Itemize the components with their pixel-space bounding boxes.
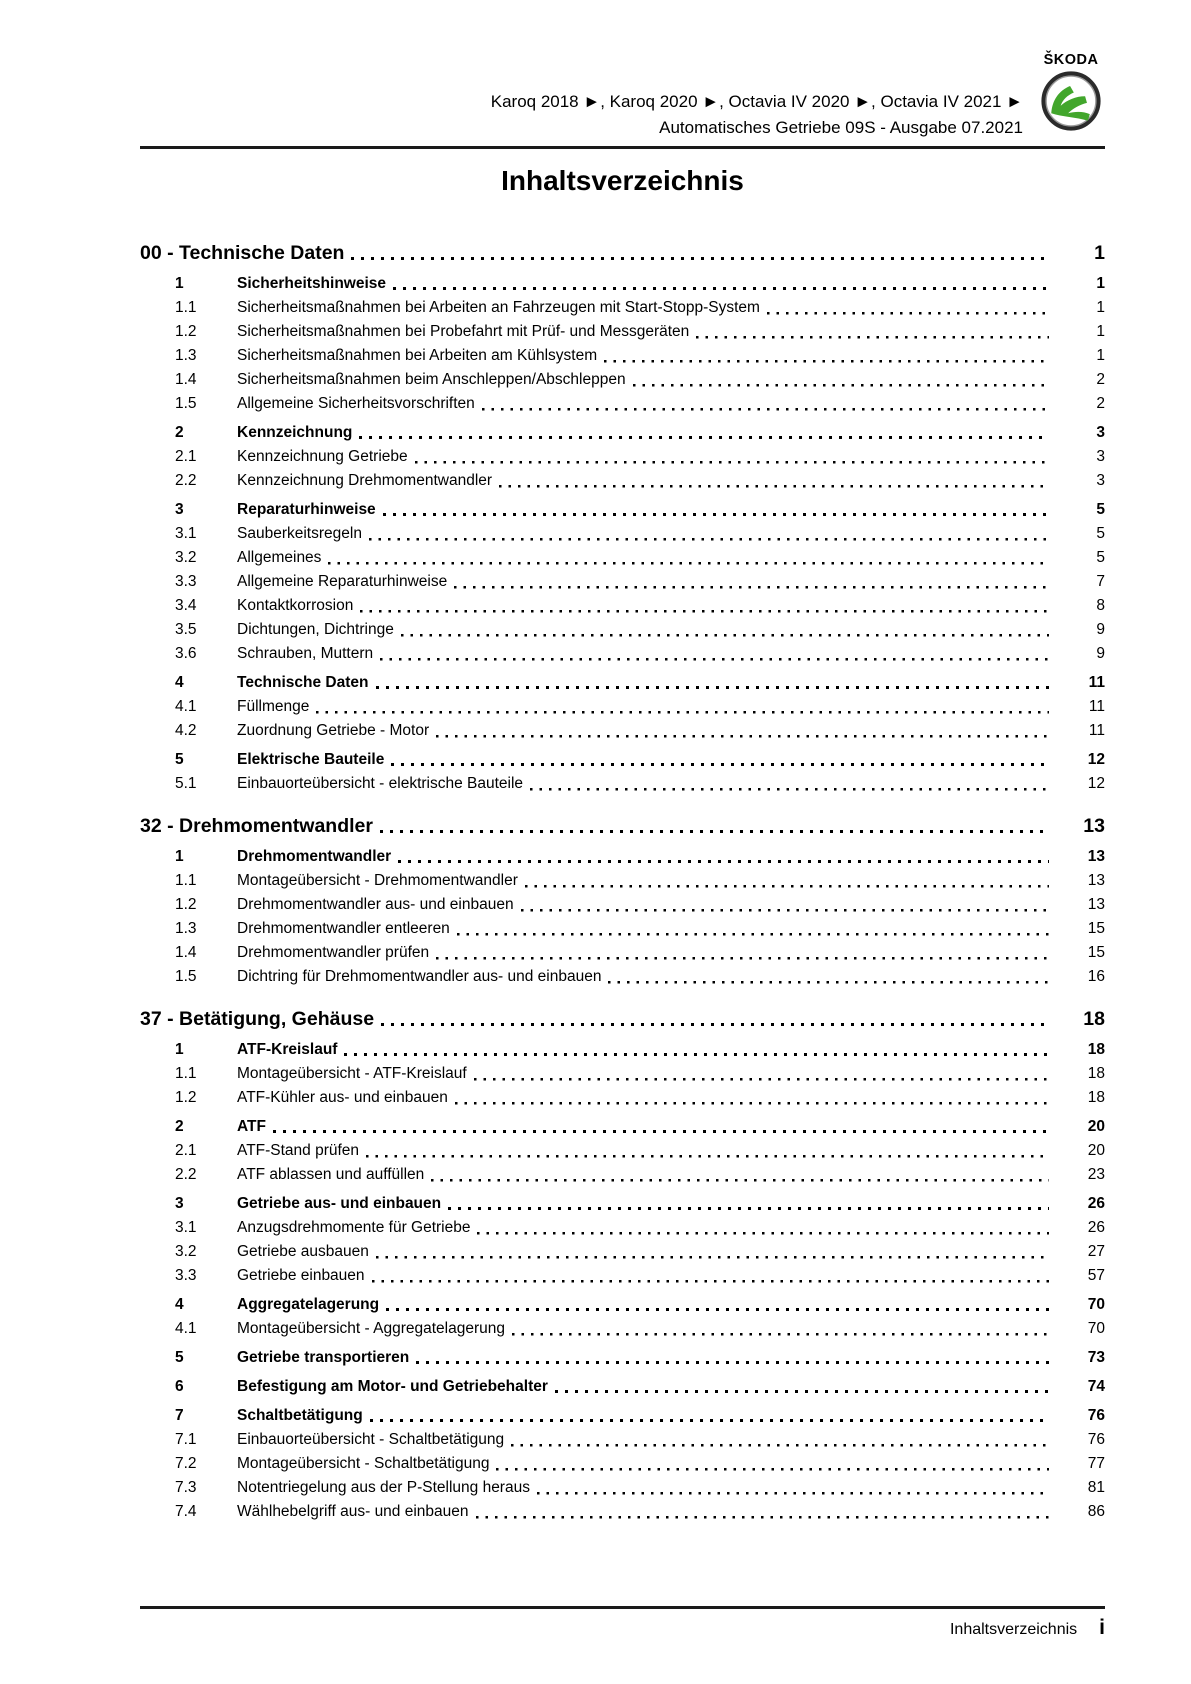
dot-leader	[448, 1192, 1049, 1216]
toc-section	[140, 239, 1105, 796]
toc-entry-row	[140, 1346, 1105, 1370]
entry-number: 1.2	[175, 896, 197, 913]
toc-entry-row	[140, 772, 1105, 796]
entry-page-number: 12	[1087, 775, 1105, 792]
entry-page-number: 11	[1088, 722, 1105, 739]
toc-entry-row	[140, 1139, 1105, 1163]
entry-number: 3.3	[175, 573, 197, 590]
entry-page-number: 2	[1096, 395, 1105, 412]
toc-entry-row	[140, 1264, 1105, 1288]
entry-page-number: 5	[1096, 525, 1105, 542]
toc-entry-row	[140, 965, 1105, 989]
header-rule	[140, 146, 1105, 149]
entry-number: 2.1	[175, 1142, 197, 1159]
dot-leader	[401, 618, 1049, 642]
dot-leader	[360, 594, 1049, 618]
dot-leader	[474, 1062, 1049, 1086]
entry-title: Montageübersicht - ATF-Kreislauf	[237, 1065, 467, 1082]
chapter-heading-row	[140, 1005, 1105, 1033]
entry-title: Kennzeichnung Drehmomentwandler	[237, 472, 493, 489]
footer-label: Inhaltsverzeichnis	[949, 1621, 1078, 1638]
entry-title: Getriebe ausbauen	[237, 1243, 369, 1260]
entry-number: 7.3	[175, 1479, 197, 1496]
dot-leader	[496, 1452, 1049, 1476]
entry-page-number: 3	[1096, 448, 1105, 465]
entry-page-number: 11	[1088, 698, 1105, 715]
toc-entry-row	[140, 1115, 1105, 1139]
toc-entry-row	[140, 522, 1105, 546]
entry-page-number: 16	[1087, 968, 1105, 985]
chapter-heading-row	[140, 812, 1105, 840]
dot-leader	[696, 320, 1049, 344]
entry-title: ATF ablassen und auffüllen	[237, 1166, 425, 1183]
dot-leader	[380, 812, 1049, 840]
entry-number: 2	[175, 1118, 184, 1135]
dot-leader	[521, 893, 1049, 917]
entry-number: 4	[175, 1296, 184, 1313]
dot-leader	[366, 1139, 1049, 1163]
entry-title: Wählhebelgriff aus- und einbauen	[237, 1503, 469, 1520]
entry-title: Drehmomentwandler aus- und einbauen	[237, 896, 514, 913]
dot-leader	[525, 869, 1049, 893]
entry-page-number: 1	[1096, 347, 1105, 364]
dot-leader	[633, 368, 1049, 392]
entry-title: Schaltbetätigung	[237, 1407, 363, 1424]
dot-leader	[454, 570, 1049, 594]
entry-page-number: 3	[1096, 424, 1105, 441]
entry-number: 3	[175, 501, 184, 518]
entry-title: Einbauorteübersicht - Schaltbetätigung	[237, 1431, 505, 1448]
entry-title: Sicherheitsmaßnahmen bei Arbeiten am Kühlsystem	[237, 347, 598, 364]
entry-number: 1.1	[175, 299, 197, 316]
entry-page-number: 18	[1087, 1065, 1105, 1082]
entry-title: Getriebe einbauen	[237, 1267, 365, 1284]
entry-page-number: 70	[1087, 1320, 1105, 1337]
entry-number: 3	[175, 1195, 184, 1212]
dot-leader	[369, 522, 1049, 546]
toc-entry-row	[140, 1240, 1105, 1264]
entry-page-number: 76	[1087, 1431, 1105, 1448]
chapter-title: 00 - Technische Daten	[140, 242, 345, 264]
toc-entry-row	[140, 498, 1105, 522]
entry-number: 1.3	[175, 920, 197, 937]
toc-entry-row	[140, 893, 1105, 917]
dot-leader	[431, 1163, 1049, 1187]
entry-number: 1.1	[175, 1065, 197, 1082]
entry-number: 1.2	[175, 323, 197, 340]
entry-page-number: 15	[1087, 920, 1105, 937]
entry-page-number: 2	[1096, 371, 1105, 388]
entry-title: Dichtring für Drehmomentwandler aus- und einbauen	[237, 968, 602, 985]
dot-leader	[455, 1086, 1049, 1110]
entry-page-number: 26	[1087, 1195, 1105, 1212]
entry-title: Sicherheitsmaßnahmen bei Probefahrt mit Prüf- und Messgeräten	[237, 323, 690, 340]
dot-leader	[767, 296, 1049, 320]
toc-entry-row	[140, 618, 1105, 642]
dot-leader	[372, 1264, 1049, 1288]
entry-page-number: 1	[1096, 299, 1105, 316]
skoda-logo	[1037, 52, 1105, 137]
dot-leader	[604, 344, 1049, 368]
entry-page-number: 9	[1096, 645, 1105, 662]
header-models-line: Karoq 2018 ►, Karoq 2020 ►, Octavia IV 2020 ►, Octavia IV 2021 ►	[490, 92, 1023, 111]
entry-number: 3.1	[175, 1219, 197, 1236]
entry-page-number: 18	[1087, 1041, 1105, 1058]
entry-number: 1.5	[175, 968, 197, 985]
entry-title: ATF	[237, 1118, 266, 1135]
toc-entry-row	[140, 344, 1105, 368]
entry-title: ATF-Stand prüfen	[237, 1142, 360, 1159]
dot-leader	[511, 1428, 1049, 1452]
entry-title: Reparaturhinweise	[237, 501, 376, 518]
entry-title: Sauberkeitsregeln	[237, 525, 362, 542]
skoda-wordmark: ŠKODA	[1043, 52, 1099, 68]
entry-title: Anzugsdrehmomente für Getriebe	[237, 1219, 471, 1236]
dot-leader	[415, 445, 1049, 469]
entry-title: Montageübersicht - Aggregatelagerung	[237, 1320, 505, 1337]
dot-leader	[380, 642, 1049, 666]
entry-page-number: 15	[1087, 944, 1105, 961]
toc-entry-row	[140, 642, 1105, 666]
toc-entry-row	[140, 368, 1105, 392]
chapter-page-number: 13	[1083, 815, 1105, 837]
entry-page-number: 13	[1087, 872, 1105, 889]
dot-leader	[477, 1216, 1049, 1240]
entry-page-number: 1	[1096, 275, 1105, 292]
entry-title: Sicherheitshinweise	[237, 275, 387, 292]
dot-leader	[386, 1293, 1049, 1317]
entry-page-number: 13	[1087, 896, 1105, 913]
entry-number: 1	[175, 848, 184, 865]
entry-page-number: 74	[1087, 1378, 1105, 1395]
entry-number: 2.1	[175, 448, 197, 465]
entry-title: Zuordnung Getriebe - Motor	[237, 722, 430, 739]
entry-title: Allgemeine Reparaturhinweise	[237, 573, 448, 590]
toc-entry-row	[140, 546, 1105, 570]
entry-title: Montageübersicht - Schaltbetätigung	[237, 1455, 490, 1472]
entry-title: Aggregatelagerung	[237, 1296, 380, 1313]
dot-leader	[416, 1346, 1049, 1370]
toc-entry-row	[140, 296, 1105, 320]
entry-title: Montageübersicht - Drehmomentwandler	[237, 872, 518, 889]
entry-number: 5	[175, 751, 184, 768]
entry-page-number: 77	[1087, 1455, 1105, 1472]
dot-leader	[376, 1240, 1049, 1264]
toc-entry-row	[140, 845, 1105, 869]
entry-title: Schrauben, Muttern	[237, 645, 374, 662]
entry-page-number: 3	[1096, 472, 1105, 489]
dot-leader	[482, 392, 1049, 416]
entry-title: Dichtungen, Dichtringe	[237, 621, 394, 638]
entry-number: 2.2	[175, 472, 197, 489]
entry-number: 4	[175, 674, 184, 691]
chapter-page-number: 18	[1083, 1008, 1105, 1030]
toc-entry-row	[140, 1476, 1105, 1500]
toc-entry-row	[140, 1062, 1105, 1086]
toc-entry-row	[140, 1038, 1105, 1062]
entry-title: Drehmomentwandler prüfen	[237, 944, 430, 961]
dot-leader	[537, 1476, 1049, 1500]
skoda-badge-icon	[1040, 70, 1102, 132]
entry-number: 1.1	[175, 872, 197, 889]
entry-number: 3.5	[175, 621, 197, 638]
entry-number: 4.2	[175, 722, 197, 739]
entry-page-number: 12	[1087, 751, 1105, 768]
entry-page-number: 73	[1087, 1349, 1105, 1366]
entry-number: 3.2	[175, 1243, 197, 1260]
toc-entry-row	[140, 719, 1105, 743]
entry-number: 7.1	[175, 1431, 197, 1448]
entry-page-number: 76	[1087, 1407, 1105, 1424]
entry-number: 1.4	[175, 371, 197, 388]
entry-number: 1.3	[175, 347, 197, 364]
toc-entry-row	[140, 469, 1105, 493]
entry-title: Kennzeichnung	[237, 424, 353, 441]
entry-number: 3.2	[175, 549, 197, 566]
toc-entry-row	[140, 594, 1105, 618]
dot-leader	[381, 1005, 1049, 1033]
entry-title: Notentriegelung aus der P-Stellung heraus	[237, 1479, 530, 1496]
footer-page-number: i	[1099, 1616, 1105, 1639]
entry-title: Einbauorteübersicht - elektrische Bauteile	[237, 775, 524, 792]
dot-leader	[398, 845, 1049, 869]
dot-leader	[436, 941, 1049, 965]
dot-leader	[370, 1404, 1049, 1428]
header-text	[491, 89, 1023, 140]
entry-number: 1.5	[175, 395, 197, 412]
entry-title: Allgemeine Sicherheitsvorschriften	[237, 395, 475, 412]
entry-page-number: 1	[1096, 323, 1105, 340]
toc-entry-row	[140, 869, 1105, 893]
toc-entry-row	[140, 1216, 1105, 1240]
dot-leader	[273, 1115, 1049, 1139]
entry-title: Befestigung am Motor- und Getriebehalter	[237, 1378, 548, 1395]
entry-page-number: 70	[1087, 1296, 1105, 1313]
dot-leader	[512, 1317, 1049, 1341]
entry-page-number: 8	[1096, 597, 1105, 614]
toc-section	[140, 1005, 1105, 1524]
dot-leader	[351, 239, 1049, 267]
entry-number: 3.4	[175, 597, 197, 614]
entry-page-number: 20	[1087, 1142, 1105, 1159]
dot-leader	[328, 546, 1049, 570]
entry-title: ATF-Kühler aus- und einbauen	[237, 1089, 448, 1106]
entry-title: Sicherheitsmaßnahmen beim Anschleppen/Abschleppen	[237, 371, 626, 388]
entry-page-number: 5	[1096, 549, 1105, 566]
entry-page-number: 18	[1087, 1089, 1105, 1106]
toc-entry-row	[140, 748, 1105, 772]
entry-number: 3.1	[175, 525, 197, 542]
toc-entry-row	[140, 1452, 1105, 1476]
dot-leader	[316, 695, 1049, 719]
entry-page-number: 81	[1087, 1479, 1105, 1496]
entry-title: Drehmomentwandler entleeren	[237, 920, 450, 937]
entry-page-number: 5	[1096, 501, 1105, 518]
entry-title: Kontaktkorrosion	[237, 597, 354, 614]
dot-leader	[530, 772, 1049, 796]
toc-entry-row	[140, 1428, 1105, 1452]
toc-entry-row	[140, 570, 1105, 594]
toc-entry-row	[140, 941, 1105, 965]
header-edition-line: Automatisches Getriebe 09S - Ausgabe 07.2021	[659, 117, 1023, 137]
entry-title: ATF-Kreislauf	[237, 1041, 338, 1058]
entry-page-number: 26	[1087, 1219, 1105, 1236]
toc-entry-row	[140, 695, 1105, 719]
toc-entry-row	[140, 1500, 1105, 1524]
entry-title: Technische Daten	[237, 674, 369, 691]
dot-leader	[608, 965, 1049, 989]
dot-leader	[499, 469, 1049, 493]
toc-entry-row	[140, 320, 1105, 344]
page-header	[140, 50, 1105, 146]
toc-section	[140, 812, 1105, 989]
entry-number: 5.1	[175, 775, 197, 792]
entry-number: 3.6	[175, 645, 197, 662]
entry-page-number: 57	[1087, 1267, 1105, 1284]
entry-page-number: 23	[1087, 1166, 1105, 1183]
entry-number: 1.4	[175, 944, 197, 961]
toc-entry-row	[140, 392, 1105, 416]
entry-title: Drehmomentwandler	[237, 848, 392, 865]
dot-leader	[376, 671, 1049, 695]
entry-page-number: 13	[1087, 848, 1105, 865]
toc-entry-row	[140, 445, 1105, 469]
table-of-contents	[140, 223, 1105, 1524]
entry-page-number: 27	[1087, 1243, 1105, 1260]
dot-leader	[359, 421, 1049, 445]
entry-page-number: 11	[1088, 674, 1105, 691]
entry-number: 1	[175, 275, 184, 292]
entry-number: 3.3	[175, 1267, 197, 1284]
dot-leader	[391, 748, 1049, 772]
entry-page-number: 86	[1087, 1503, 1105, 1520]
dot-leader	[555, 1375, 1049, 1399]
entry-number: 4.1	[175, 698, 197, 715]
entry-number: 1.2	[175, 1089, 197, 1106]
chapter-page-number: 1	[1094, 242, 1105, 264]
entry-page-number: 20	[1087, 1118, 1105, 1135]
chapter-heading-row	[140, 239, 1105, 267]
toc-entry-row	[140, 1317, 1105, 1341]
entry-number: 7.4	[175, 1503, 197, 1520]
toc-entry-row	[140, 421, 1105, 445]
page-title: Inhaltsverzeichnis	[501, 165, 744, 196]
entry-number: 2.2	[175, 1166, 197, 1183]
page-footer	[140, 1606, 1105, 1640]
entry-number: 7.2	[175, 1455, 197, 1472]
dot-leader	[393, 272, 1049, 296]
chapter-title: 37 - Betätigung, Gehäuse	[140, 1008, 375, 1030]
toc-entry-row	[140, 1086, 1105, 1110]
entry-number: 2	[175, 424, 184, 441]
dot-leader	[457, 917, 1049, 941]
entry-title: Sicherheitsmaßnahmen bei Arbeiten an Fahrzeugen mit Start-Stopp-System	[237, 299, 760, 316]
dot-leader	[436, 719, 1049, 743]
toc-entry-row	[140, 1293, 1105, 1317]
toc-entry-row	[140, 1375, 1105, 1399]
entry-title: Getriebe aus- und einbauen	[237, 1195, 442, 1212]
entry-page-number: 9	[1096, 621, 1105, 638]
toc-entry-row	[140, 1192, 1105, 1216]
toc-entry-row	[140, 1404, 1105, 1428]
toc-entry-row	[140, 671, 1105, 695]
entry-number: 7	[175, 1407, 184, 1424]
entry-number: 4.1	[175, 1320, 197, 1337]
toc-entry-row	[140, 272, 1105, 296]
entry-title: Elektrische Bauteile	[237, 751, 385, 768]
entry-number: 6	[175, 1378, 184, 1395]
dot-leader	[476, 1500, 1049, 1524]
toc-entry-row	[140, 917, 1105, 941]
entry-page-number: 7	[1096, 573, 1105, 590]
entry-title: Getriebe transportieren	[237, 1349, 410, 1366]
entry-number: 5	[175, 1349, 184, 1366]
entry-title: Kennzeichnung Getriebe	[237, 448, 408, 465]
entry-title: Allgemeines	[237, 549, 322, 566]
dot-leader	[344, 1038, 1049, 1062]
entry-number: 1	[175, 1041, 184, 1058]
toc-entry-row	[140, 1163, 1105, 1187]
entry-title: Füllmenge	[237, 698, 310, 715]
chapter-title: 32 - Drehmomentwandler	[140, 815, 373, 837]
dot-leader	[383, 498, 1049, 522]
